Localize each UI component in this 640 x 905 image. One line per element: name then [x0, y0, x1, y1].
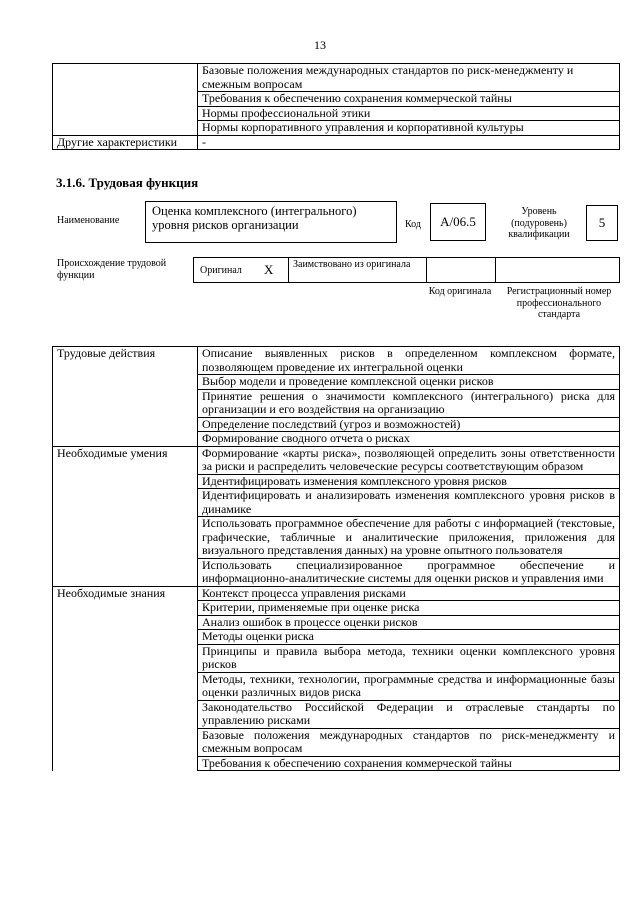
function-name-value: Оценка комплексного (интегрального) уровня рисков организации: [152, 204, 357, 232]
page-number: 13: [314, 38, 326, 52]
skill-item: Использовать специализированное программное обеспечение и информационно-аналитические системы для оценки рисков и управления ими: [198, 558, 620, 586]
divider: [288, 258, 289, 282]
labor-action-item: Формирование сводного отчета о рисках: [198, 432, 620, 447]
labor-action-item: Определение последствий (угроз и возможностей): [198, 417, 620, 432]
function-name-box: [145, 201, 397, 243]
knowledge-item: Критерии, применяемые при оценке риска: [198, 601, 620, 616]
knowledge-item: Требования к обеспечению сохранения коммерческой тайны: [198, 756, 620, 771]
reg-number-label: Регистрационный номер профессионального стандарта: [506, 286, 612, 320]
origin-box: [193, 257, 620, 283]
labor-action-item: Описание выявленных рисков в определенном комплексном формате, позволяющем проведение их интегральной оценки: [198, 347, 620, 375]
level-box: [586, 205, 618, 241]
knowledge-item: Принципы и правила выбора метода, техники оценки комплексного уровня рисков: [198, 644, 620, 672]
original-mark: X: [264, 262, 274, 277]
divider: [495, 258, 496, 282]
borrowed-label: Заимствовано из оригинала: [293, 259, 411, 270]
skill-item: Идентифицировать и анализировать изменения комплексного уровня рисков в динамике: [198, 489, 620, 517]
required-skills-label: Необходимые умения: [53, 446, 198, 586]
knowledge-item: Законодательство Российской Федерации и отраслевые стандарты по управлению рисками: [198, 700, 620, 728]
labor-action-item: Выбор модели и проведение комплексной оценки рисков: [198, 375, 620, 390]
code-value: A/06.5: [440, 214, 476, 229]
level-value: 5: [598, 215, 606, 230]
labor-actions-label: Трудовые действия: [53, 347, 198, 447]
original-label: Оригинал: [200, 265, 242, 276]
empty-label-cell: [53, 64, 198, 136]
knowledge-item: Анализ ошибок в процессе оценки рисков: [198, 615, 620, 630]
knowledge-item: Требования к обеспечению сохранения коммерческой тайны: [198, 92, 620, 107]
skill-item: Использовать программное обеспечение для работы с информацией (текстовые, графические, табличные и аналитические приложения, приложения для визуального представления данных) на уровне опытного пользователя: [198, 517, 620, 559]
other-characteristics-label: Другие характеристики: [53, 135, 198, 150]
knowledge-item: Методы оценки риска: [198, 630, 620, 645]
required-knowledge-label: Необходимые знания: [53, 586, 198, 771]
knowledge-item: Базовые положения международных стандартов по риск-менеджменту и смежным вопросам: [198, 728, 620, 756]
other-characteristics-value: -: [198, 135, 620, 150]
knowledge-item: Нормы профессиональной этики: [198, 106, 620, 121]
top-table: [52, 63, 620, 150]
name-label: Наименование: [57, 215, 120, 226]
skill-item: Идентифицировать изменения комплексного уровня рисков: [198, 474, 620, 489]
divider: [426, 258, 427, 282]
skill-item: Формирование «карты риска», позволяющей определить зоны ответственности за риски и распределить человеческие ресурсы соответствующим образом: [198, 446, 620, 474]
origin-label: Происхождение трудовой функции: [57, 258, 167, 281]
code-box: [430, 203, 486, 241]
level-label: Уровень (подуровень) квалификации: [508, 206, 570, 240]
code-original-label: Код оригинала: [428, 286, 492, 297]
labor-action-item: Принятие решения о значимости комплексного (интегрального) риска для организации и его воздействия на организацию: [198, 389, 620, 417]
knowledge-item: Контекст процесса управления рисками: [198, 586, 620, 601]
code-label: Код: [405, 219, 421, 230]
knowledge-item: Нормы корпоративного управления и корпоративной культуры: [198, 121, 620, 136]
section-title: 3.1.6. Трудовая функция: [56, 175, 199, 190]
main-table: [52, 346, 620, 771]
knowledge-item: Базовые положения международных стандартов по риск-менеджменту и смежным вопросам: [198, 64, 620, 92]
knowledge-item: Методы, техники, технологии, программные средства и информационные базы оценки различных видов риска: [198, 672, 620, 700]
